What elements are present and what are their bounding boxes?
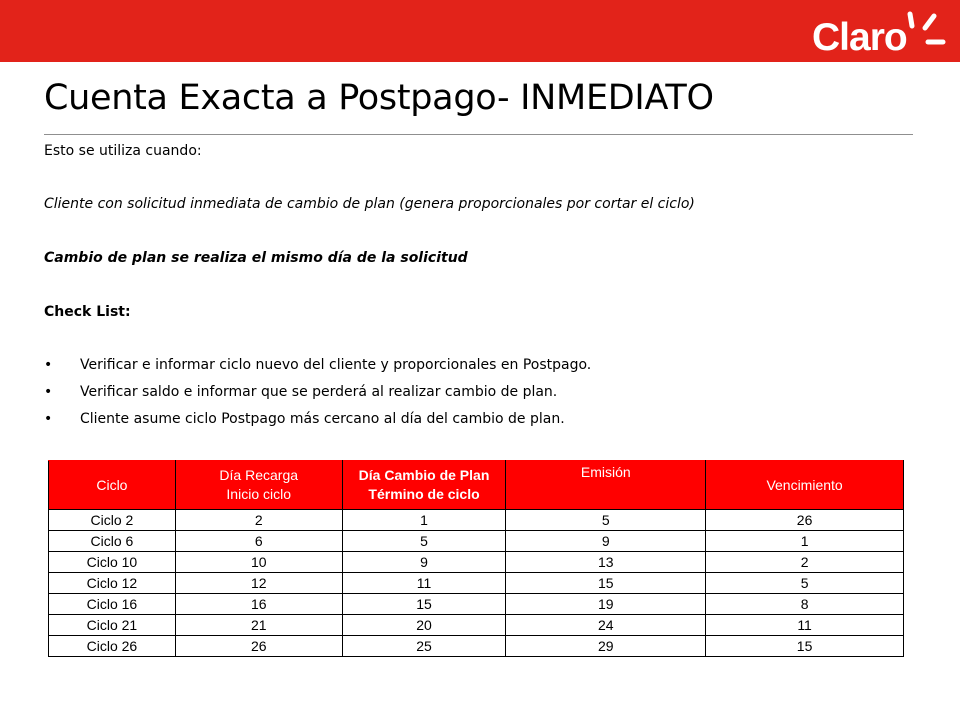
cell-dia-cambio: 25 bbox=[342, 636, 506, 657]
cell-dia-recarga: 12 bbox=[175, 573, 342, 594]
condition-text: Cliente con solicitud inmediata de cambio de plan (genera proporcionales por cortar el ciclo) bbox=[44, 196, 695, 212]
table-header-row bbox=[49, 461, 904, 510]
claro-logo bbox=[806, 4, 948, 60]
cell-dia-recarga: 2 bbox=[175, 510, 342, 531]
cell-emision: 5 bbox=[506, 510, 706, 531]
cell-ciclo: Ciclo 21 bbox=[49, 615, 176, 636]
table-row bbox=[49, 573, 904, 594]
intro-text: Esto se utiliza cuando: bbox=[44, 143, 202, 159]
cell-dia-cambio: 9 bbox=[342, 552, 506, 573]
cell-dia-cambio: 5 bbox=[342, 531, 506, 552]
table-row bbox=[49, 615, 904, 636]
cell-ciclo: Ciclo 16 bbox=[49, 594, 176, 615]
cell-vencimiento: 15 bbox=[706, 636, 904, 657]
table-row bbox=[49, 552, 904, 573]
header-vencimiento: Vencimiento bbox=[706, 461, 904, 510]
cell-emision: 24 bbox=[506, 615, 706, 636]
table-row bbox=[49, 636, 904, 657]
title-divider bbox=[44, 134, 913, 135]
cell-vencimiento: 1 bbox=[706, 531, 904, 552]
checklist-item: Cliente asume ciclo Postpago más cercano al día del cambio de plan. bbox=[80, 411, 565, 427]
cell-dia-cambio: 1 bbox=[342, 510, 506, 531]
cell-dia-cambio: 15 bbox=[342, 594, 506, 615]
cell-ciclo: Ciclo 10 bbox=[49, 552, 176, 573]
table-row bbox=[49, 510, 904, 531]
cell-ciclo: Ciclo 12 bbox=[49, 573, 176, 594]
header-emision: Emisión bbox=[506, 461, 706, 510]
cell-vencimiento: 5 bbox=[706, 573, 904, 594]
cell-emision: 29 bbox=[506, 636, 706, 657]
brand-header-bar bbox=[0, 0, 960, 62]
logo-wordmark: Claro bbox=[812, 16, 907, 59]
header-dia-recarga: Día Recarga Inicio ciclo bbox=[175, 461, 342, 510]
cell-emision: 9 bbox=[506, 531, 706, 552]
bullet-marker: • bbox=[44, 411, 53, 427]
cell-ciclo: Ciclo 26 bbox=[49, 636, 176, 657]
checklist-item: Verificar e informar ciclo nuevo del cliente y proporcionales en Postpago. bbox=[80, 357, 592, 373]
cell-emision: 19 bbox=[506, 594, 706, 615]
cell-dia-cambio: 20 bbox=[342, 615, 506, 636]
cell-dia-recarga: 6 bbox=[175, 531, 342, 552]
cycle-table bbox=[48, 460, 904, 657]
cell-vencimiento: 8 bbox=[706, 594, 904, 615]
cell-dia-cambio: 11 bbox=[342, 573, 506, 594]
header-ciclo: Ciclo bbox=[49, 461, 176, 510]
checklist-item: Verificar saldo e informar que se perderá al realizar cambio de plan. bbox=[80, 384, 558, 400]
cell-vencimiento: 26 bbox=[706, 510, 904, 531]
cell-dia-recarga: 26 bbox=[175, 636, 342, 657]
bullet-marker: • bbox=[44, 357, 53, 373]
table-row bbox=[49, 531, 904, 552]
checklist-heading: Check List: bbox=[44, 304, 131, 320]
logo-rays-icon bbox=[898, 4, 948, 60]
cell-dia-recarga: 10 bbox=[175, 552, 342, 573]
bullet-marker: • bbox=[44, 384, 53, 400]
cell-ciclo: Ciclo 6 bbox=[49, 531, 176, 552]
cell-vencimiento: 2 bbox=[706, 552, 904, 573]
slide-title: Cuenta Exacta a Postpago- INMEDIATO bbox=[44, 78, 714, 118]
cell-emision: 15 bbox=[506, 573, 706, 594]
cell-vencimiento: 11 bbox=[706, 615, 904, 636]
cell-dia-recarga: 21 bbox=[175, 615, 342, 636]
cell-dia-recarga: 16 bbox=[175, 594, 342, 615]
header-dia-cambio-plan: Día Cambio de Plan Término de ciclo bbox=[342, 461, 506, 510]
cell-emision: 13 bbox=[506, 552, 706, 573]
note-text: Cambio de plan se realiza el mismo día de la solicitud bbox=[44, 250, 468, 266]
table-row bbox=[49, 594, 904, 615]
cell-ciclo: Ciclo 2 bbox=[49, 510, 176, 531]
